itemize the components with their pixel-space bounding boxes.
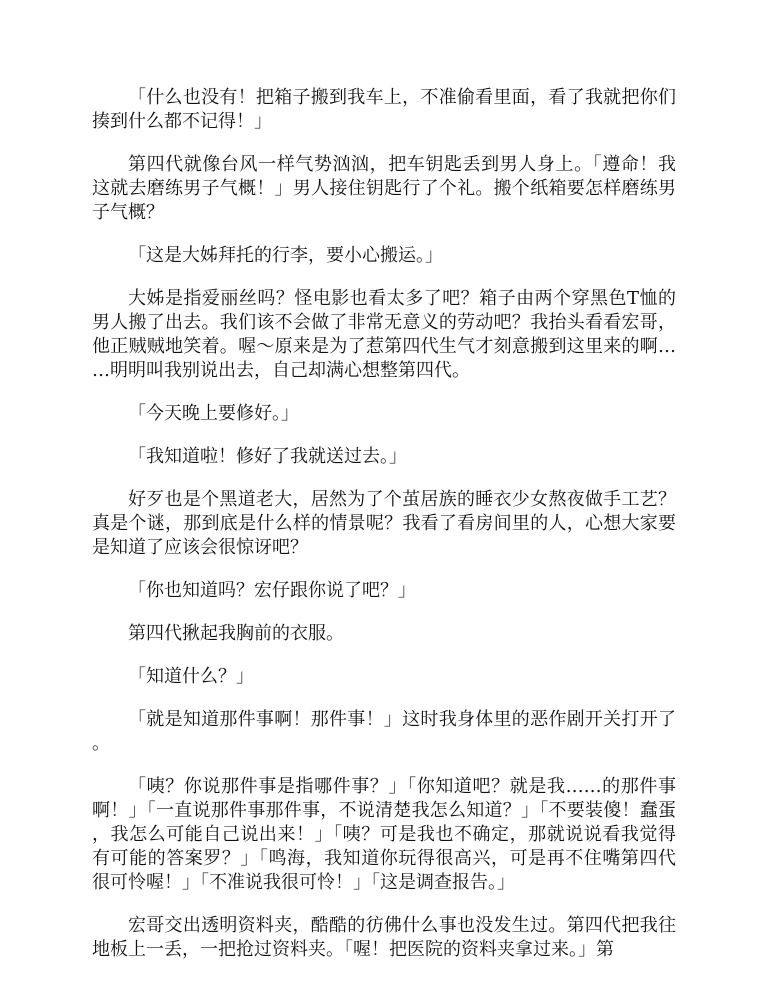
paragraph-9: 第四代揪起我胸前的衣服。 — [128, 623, 344, 644]
paragraph-8: 「你也知道吗？宏仔跟你说了吧？」 — [128, 580, 416, 601]
document-page — [92, 86, 676, 981]
paragraph-12: 「咦？你说那件事是指哪件事？」「你知道吧？就是我……的那件事啊！」「一直说那件事那件事，不说清楚我怎么知道？」「不要装傻！蠢蛋，我怎么可能自己说出来！」「咦？可是我也不确定，那就说说看我觉得有可能的答案罗？」「鸣海，我知道你玩得很高兴，可是再不住嘴第四代很可怜喔！」「不准说我很可怜！」「这是调查报告。」 — [92, 776, 676, 893]
paragraph-2: 第四代就像台风一样气势汹汹，把车钥匙丢到男人身上。「遵命！我这就去磨练男子气概！」男人接住钥匙行了个礼。搬个纸箱要怎样磨练男子气概？ — [92, 154, 676, 223]
paragraph-7: 好歹也是个黑道老大，居然为了个茧居族的睡衣少女熬夜做手工艺？真是个谜，那到底是什么样的情景呢？我看了看房间里的人，心想大家要是知道了应该会很惊讶吧？ — [92, 489, 676, 558]
paragraph-11: 「就是知道那件事啊！那件事！」这时我身体里的恶作剧开关打开了。 — [92, 709, 676, 754]
paragraph-10: 「知道什么？」 — [128, 666, 254, 687]
paragraph-6: 「我知道啦！修好了我就送过去。」 — [128, 446, 407, 467]
paragraph-5: 「今天晚上要修好。」 — [128, 403, 299, 424]
paragraph-13: 宏哥交出透明资料夹，酷酷的彷佛什么事也没发生过。第四代把我往地板上一丢，一把抢过资料夹。「喔！把医院的资料夹拿过来。」第 — [92, 915, 676, 960]
paragraph-1: 「什么也没有！把箱子搬到我车上，不准偷看里面，看了我就把你们揍到什么都不记得！」 — [92, 87, 676, 132]
paragraph-4: 大姊是指爱丽丝吗？怪电影也看太多了吧？箱子由两个穿黑色T恤的男人搬了出去。我们该不会做了非常无意义的劳动吧？我抬头看看宏哥，他正贼贼地笑着。喔～原来是为了惹第四代生气才刻意搬到这里来的啊……明明叫我别说出去，自己却满心想整第四代。 — [92, 288, 676, 381]
paragraph-3: 「这是大姊拜托的行李，要小心搬运。」 — [128, 245, 443, 266]
